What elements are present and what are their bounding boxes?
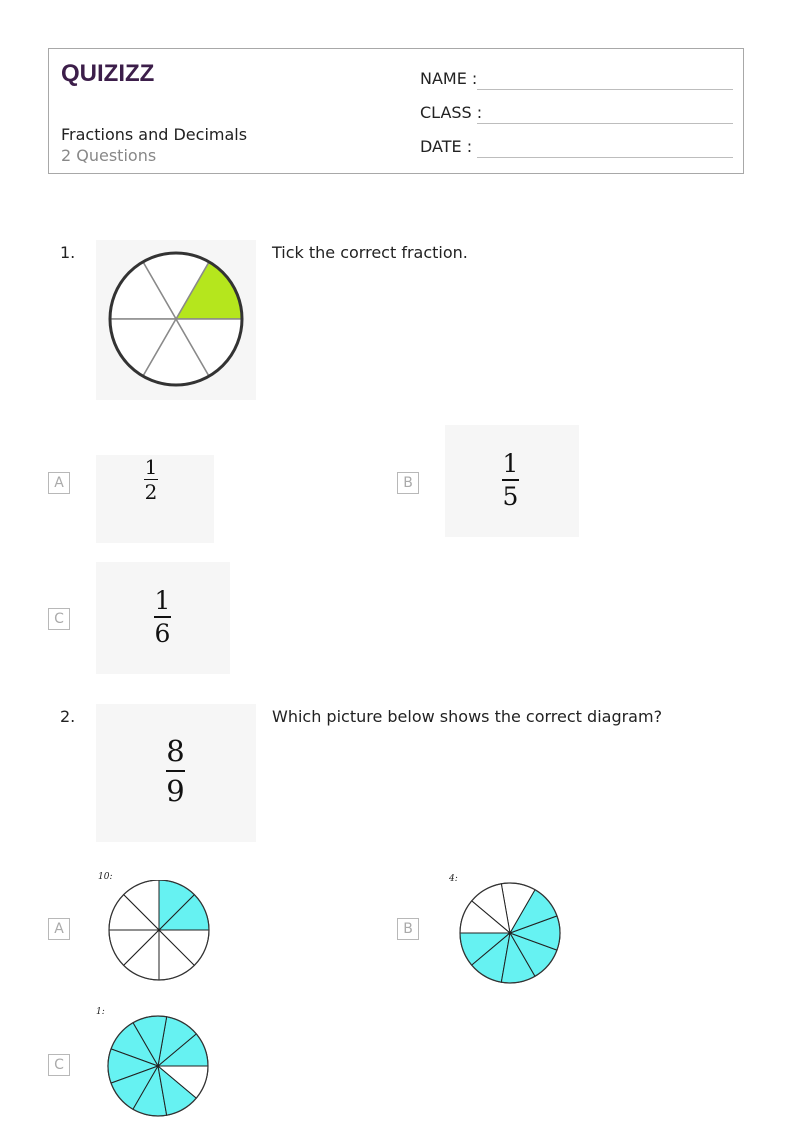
image-caption: 4: xyxy=(449,874,458,884)
q2-option-c-letter[interactable]: C xyxy=(48,1054,70,1076)
question-1-number: 1. xyxy=(60,243,76,262)
question-2-image xyxy=(96,704,256,842)
class-field[interactable] xyxy=(477,123,733,124)
pie-diagram-sixths xyxy=(96,240,256,400)
worksheet-header xyxy=(48,48,744,174)
svg-text:QUIZIZZ: QUIZIZZ xyxy=(61,60,155,87)
fraction-bar xyxy=(166,770,185,772)
numerator: 8 xyxy=(166,734,185,768)
name-label: NAME : xyxy=(420,69,478,88)
question-count: 2 Questions xyxy=(61,146,157,165)
class-label: CLASS : xyxy=(420,103,483,122)
q1-option-b-letter[interactable]: B xyxy=(397,472,419,494)
q2-option-a[interactable] xyxy=(96,868,214,990)
question-1-text: Tick the correct fraction. xyxy=(272,243,468,262)
numerator: 1 xyxy=(502,449,519,478)
date-field[interactable] xyxy=(477,157,733,158)
denominator: 2 xyxy=(144,480,158,504)
numerator: 1 xyxy=(144,455,158,479)
question-2-text: Which picture below shows the correct diagram? xyxy=(272,707,663,726)
denominator: 9 xyxy=(166,774,185,808)
q2-option-b-letter[interactable]: B xyxy=(397,918,419,940)
fraction-one-fifth xyxy=(502,449,519,511)
question-2-number: 2. xyxy=(60,707,76,726)
fraction-eight-ninths xyxy=(166,734,185,808)
q1-option-b[interactable] xyxy=(445,425,579,537)
pie-diagram-ninths xyxy=(458,881,562,985)
fraction-one-sixth xyxy=(154,586,171,648)
question-1-image xyxy=(96,240,256,400)
q1-option-a[interactable] xyxy=(96,455,214,543)
q1-option-a-letter[interactable]: A xyxy=(48,472,70,494)
q2-option-c[interactable] xyxy=(96,1004,214,1120)
q1-option-c-letter[interactable]: C xyxy=(48,608,70,630)
date-label: DATE : xyxy=(420,137,473,156)
pie-diagram-ninths xyxy=(106,1014,210,1118)
image-caption: 1: xyxy=(96,1007,105,1017)
q2-option-b[interactable] xyxy=(445,868,563,990)
denominator: 6 xyxy=(154,619,171,648)
quizizz-logo xyxy=(61,57,161,91)
fraction-bar xyxy=(154,616,171,618)
numerator: 1 xyxy=(154,586,171,615)
denominator: 5 xyxy=(502,482,519,511)
pie-diagram-eighths xyxy=(108,880,212,984)
q2-option-a-letter[interactable]: A xyxy=(48,918,70,940)
q1-option-c[interactable] xyxy=(96,562,230,674)
worksheet-title: Fractions and Decimals xyxy=(61,125,248,144)
fraction-one-half xyxy=(144,455,158,504)
name-field[interactable] xyxy=(477,89,733,90)
fraction-bar xyxy=(502,479,519,481)
image-caption: 10: xyxy=(98,872,113,882)
